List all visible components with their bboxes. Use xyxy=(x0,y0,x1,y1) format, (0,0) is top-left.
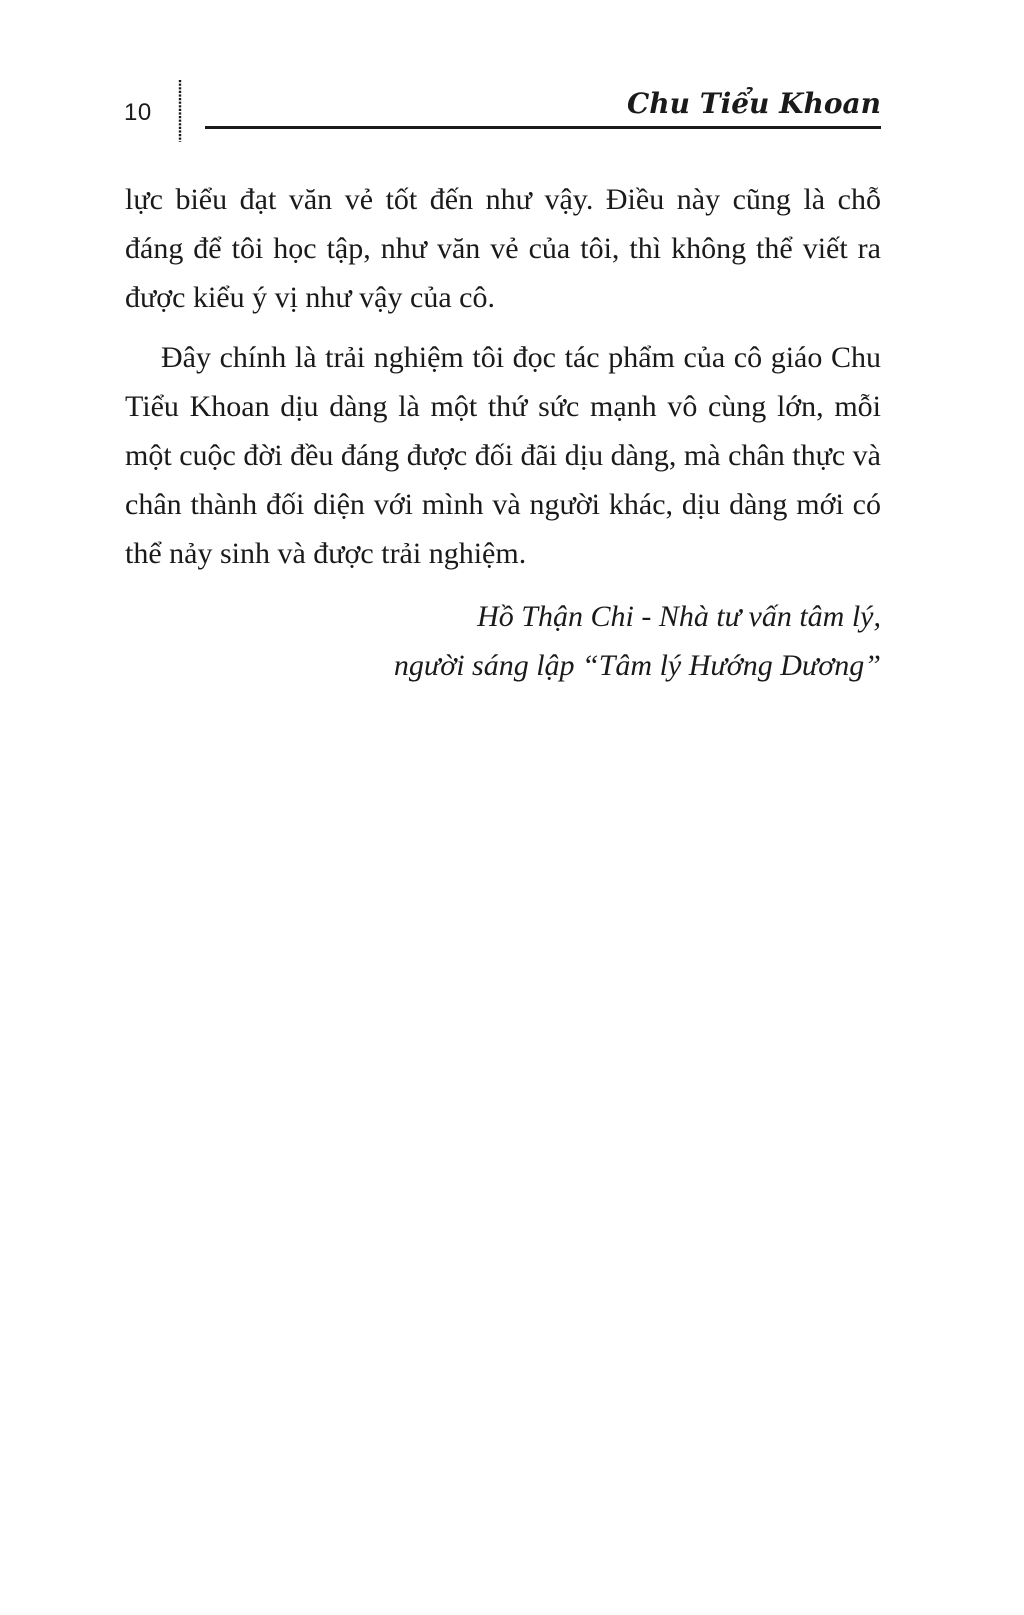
attribution-line-1: Hồ Thận Chi - Nhà tư vấn tâm lý, xyxy=(477,600,881,633)
body-text xyxy=(125,175,881,589)
attribution xyxy=(181,592,881,690)
page-number: 10 xyxy=(124,99,152,126)
paragraph-2: Đây chính là trải nghiệm tôi đọc tác phẩm của cô giáo Chu Tiểu Khoan dịu dàng là một thứ sức mạnh vô cùng lớn, mỗi một cuộc đời đều đáng được đối đãi dịu dàng, mà chân thực và chân thành đối diện với mình và người khác, dịu dàng mới có thể nảy sinh và được trải nghiệm. xyxy=(125,341,881,570)
paragraph-1: lực biểu đạt văn vẻ tốt đến như vậy. Điều này cũng là chỗ đáng để tôi học tập, như văn vẻ của tôi, thì không thể viết ra được kiểu ý vị như vậy của cô. xyxy=(125,183,881,314)
page-header xyxy=(0,0,1024,150)
decorative-divider-icon xyxy=(178,80,182,142)
header-rule xyxy=(205,126,881,129)
attribution-line-2: người sáng lập “Tâm lý Hướng Dương” xyxy=(393,649,881,682)
running-title: Chu Tiểu Khoan xyxy=(626,87,881,120)
